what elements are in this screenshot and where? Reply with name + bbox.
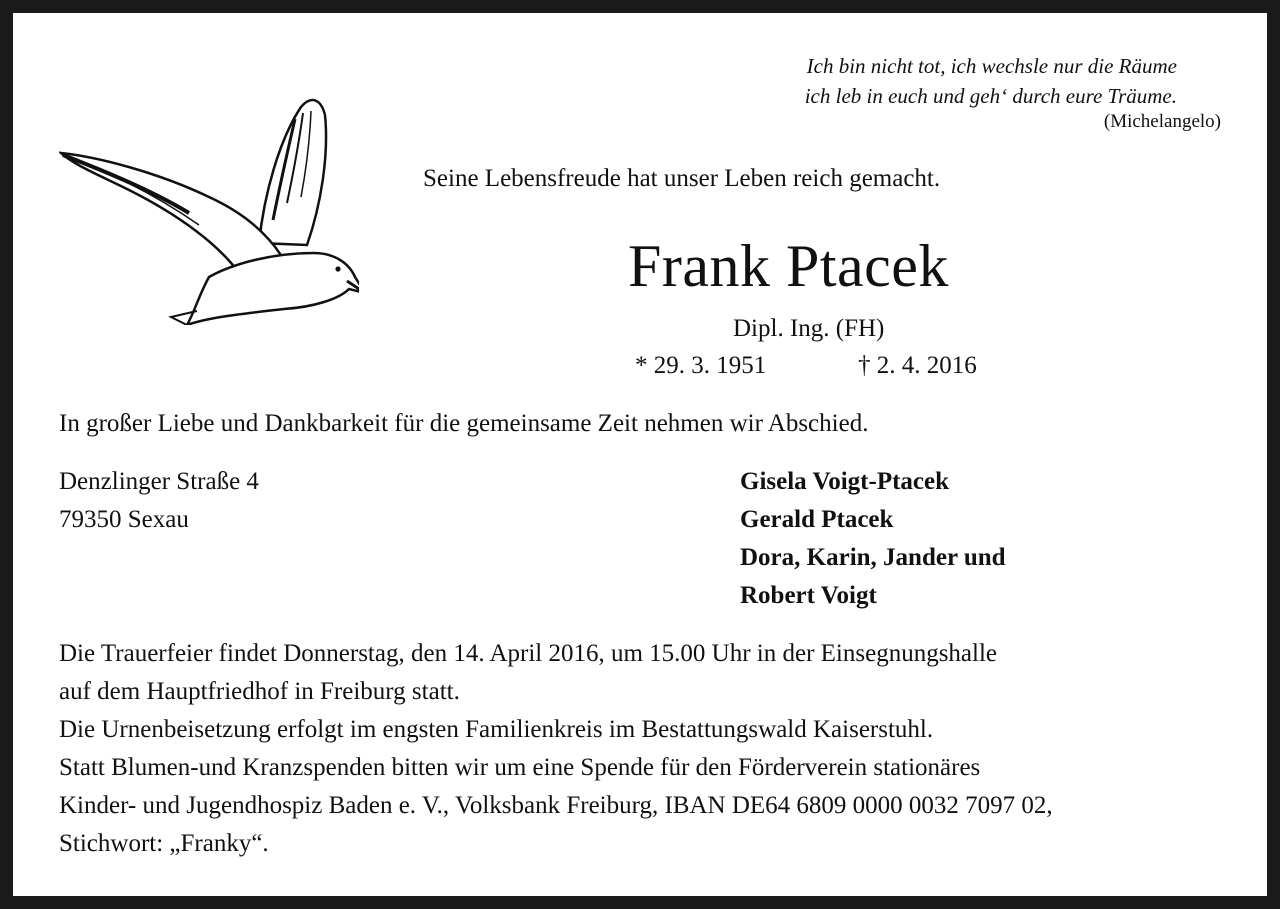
- mourner-name: Robert Voigt: [740, 582, 877, 609]
- birth-date: * 29. 3. 1951: [635, 352, 767, 379]
- quote-author: (Michelangelo): [1103, 111, 1221, 132]
- burial-text: Die Urnenbeisetzung erfolgt im engsten Familienkreis im Bestattungswald Kaiserstuhl.: [59, 716, 934, 743]
- death-date: † 2. 4. 2016: [858, 352, 977, 379]
- seagull-icon: [59, 85, 359, 325]
- deceased-title: Dipl. Ing. (FH): [733, 315, 885, 342]
- tagline: Seine Lebensfreude hat unser Leben reich gemacht.: [423, 165, 941, 192]
- donation-text-2: Kinder- und Jugendhospiz Baden e. V., Volksbank Freiburg, IBAN DE64 6809 0000 0032 7097 02,: [59, 792, 1053, 819]
- ceremony-text-1: Die Trauerfeier findet Donnerstag, den 14. April 2016, um 15.00 Uhr in der Einsegnungshalle: [59, 640, 998, 667]
- farewell-text: In großer Liebe und Dankbarkeit für die gemeinsame Zeit nehmen wir Abschied.: [59, 410, 869, 437]
- deceased-name: Frank Ptacek: [628, 233, 949, 299]
- mourner-name: Gisela Voigt-Ptacek: [740, 468, 950, 495]
- quote-line-2: ich leb in euch und geh‘ durch eure Träume.: [804, 84, 1177, 108]
- donation-text-3: Stichwort: „Franky“.: [59, 830, 269, 857]
- mourner-name: Dora, Karin, Jander und: [740, 544, 1006, 571]
- donation-text-1: Statt Blumen-und Kranzspenden bitten wir um eine Spende für den Förderverein stationäres: [59, 754, 981, 781]
- obituary-card: [13, 13, 1267, 896]
- address-street: Denzlinger Straße 4: [59, 468, 259, 495]
- ceremony-text-2: auf dem Hauptfriedhof in Freiburg statt.: [59, 678, 460, 705]
- address-city: 79350 Sexau: [59, 506, 189, 533]
- mourner-name: Gerald Ptacek: [740, 506, 894, 533]
- quote-line-1: Ich bin nicht tot, ich wechsle nur die Räume: [806, 54, 1177, 78]
